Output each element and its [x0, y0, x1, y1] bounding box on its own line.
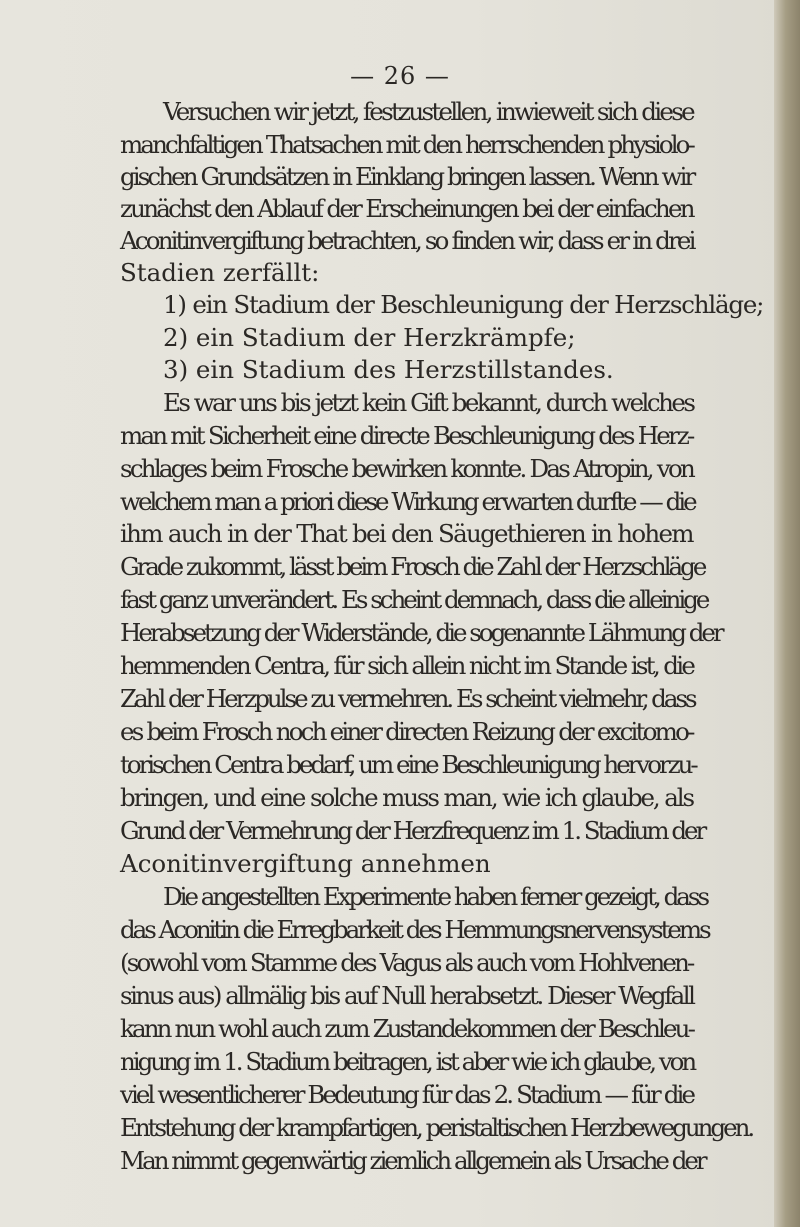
text-line: das Aconitin die Erregbarkeit des Hemmungsnervensystems [120, 915, 709, 944]
text-line: Versuchen wir jetzt, festzustellen, inwieweit sich diese [163, 97, 693, 126]
text-line: nigung im 1. Stadium beitragen, ist aber wie ich glaube, von [120, 1047, 695, 1076]
text-line: 2) ein Stadium der Herzkrämpfe; [163, 323, 576, 352]
text-line: 3) ein Stadium des Herzstillstandes. [163, 355, 614, 384]
text-line: zunächst den Ablauf der Erscheinungen bei der einfachen [120, 194, 693, 223]
text-line: gischen Grundsätzen in Einklang bringen lassen. Wenn wir [120, 162, 694, 191]
text-line: Grund der Vermehrung der Herzfrequenz im 1. Stadium der [120, 816, 705, 845]
text-line: torischen Centra bedarf, um eine Beschleunigung hervorzu- [120, 750, 696, 779]
text-line: man mit Sicherheit eine directe Beschleunigung des Herz- [120, 421, 693, 450]
text-line: viel wesentlicherer Bedeutung für das 2. Stadium — für die [120, 1080, 694, 1109]
text-line: Zahl der Herzpulse zu vermehren. Es scheint vielmehr, dass [120, 684, 695, 713]
text-line: Es war uns bis jetzt kein Gift bekannt, durch welches [163, 388, 694, 417]
text-line: bringen, und eine solche muss man, wie ich glaube, als [120, 783, 693, 812]
text-line: Aconitinvergiftung betrachten, so finden wir, dass er in drei [120, 226, 694, 255]
text-line: 1) ein Stadium der Beschleunigung der Herzschläge; [163, 290, 764, 319]
text-line: Grade zukommt, lässt beim Frosch die Zahl der Herzschläge [120, 552, 705, 581]
text-line: kann nun wohl auch zum Zustandekommen der Beschleu- [120, 1014, 693, 1043]
text-line: fast ganz unverändert. Es scheint demnach, dass die alleinige [120, 585, 708, 614]
page-number: — 26 — [350, 62, 450, 90]
text-line: manchfaltigen Thatsachen mit den herrschenden physiolo- [120, 130, 693, 159]
text-line: welchem man a priori diese Wirkung erwarten durfte — die [120, 487, 695, 516]
text-line: hemmenden Centra, für sich allein nicht im Stande ist, die [120, 651, 694, 680]
text-line: Aconitinvergiftung annehmen [120, 849, 491, 878]
page-edge [774, 0, 800, 1227]
text-line: (sowohl vom Stamme des Vagus als auch vom Hohlvenen- [120, 948, 693, 977]
text-line: Herabsetzung der Widerstände, die sogenannte Lähmung der [120, 618, 722, 647]
text-line: Entstehung der krampfartigen, peristaltischen Herzbewegungen. [120, 1113, 753, 1142]
text-line: Die angestellten Experimente haben ferner gezeigt, dass [163, 882, 708, 911]
text-line: ihm auch in der That bei den Säugethieren in hohem [120, 519, 693, 548]
text-line: Stadien zerfällt: [120, 258, 320, 287]
text-line: Man nimmt gegenwärtig ziemlich allgemein als Ursache der [120, 1146, 705, 1175]
text-line: es beim Frosch noch einer directen Reizung der excitomo- [120, 717, 693, 746]
text-line: sinus aus) allmälig bis auf Null herabsetzt. Dieser Wegfall [120, 981, 694, 1010]
text-line: schlages beim Frosche bewirken konnte. Das Atropin, von [120, 454, 694, 483]
